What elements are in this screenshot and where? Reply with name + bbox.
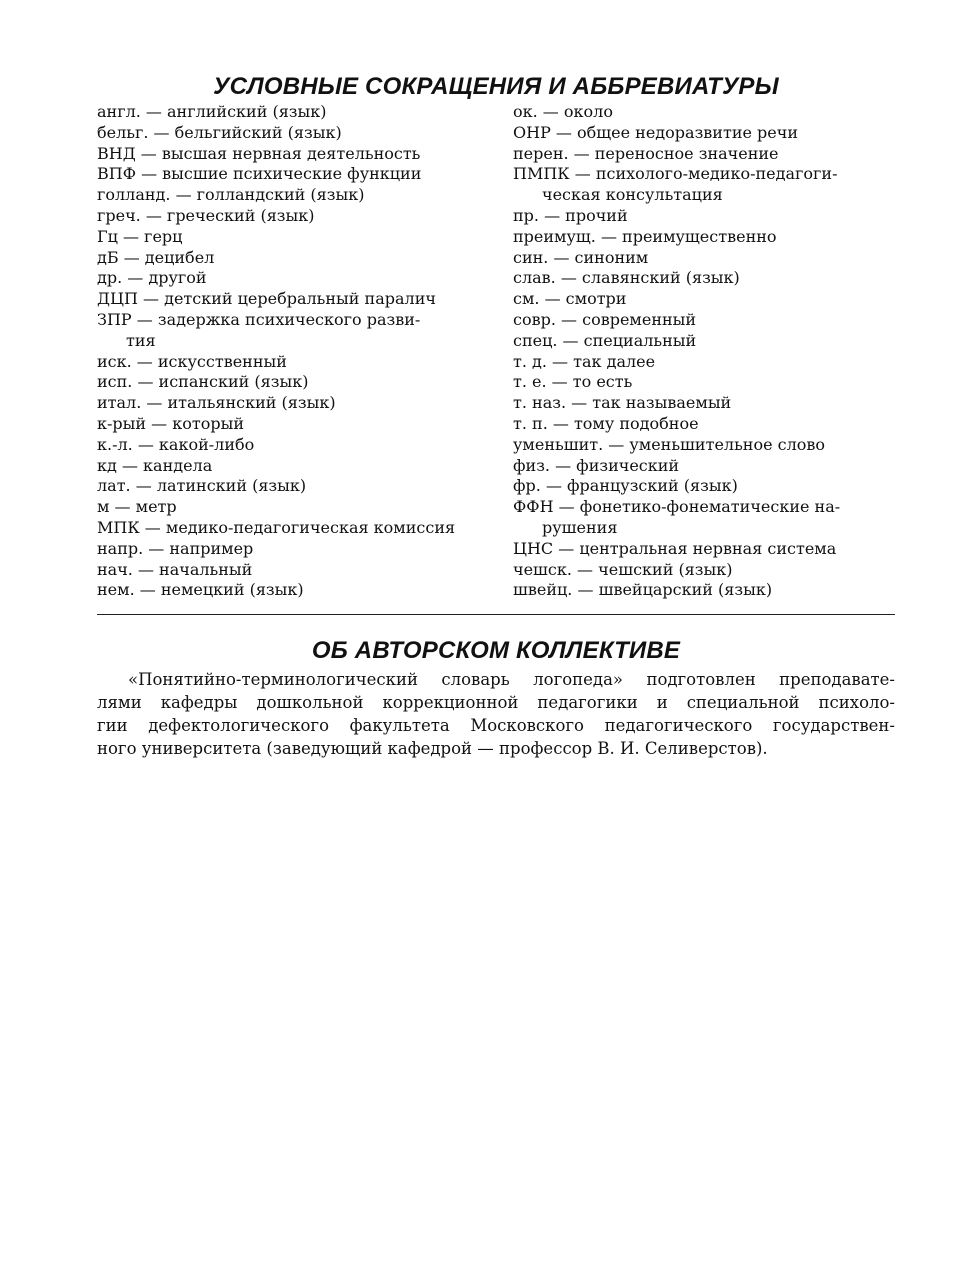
abbreviation-entry — [97, 560, 492, 581]
abbreviation-text: итал. — итальянский (язык) — [97, 393, 336, 413]
authors-paragraph-line: ного университета (заведующий кафедрой — профессор В. И. Селиверстов). — [97, 739, 768, 759]
abbreviations-left-column — [97, 102, 492, 601]
abbreviation-text: лат. — латинский (язык) — [97, 476, 307, 496]
abbreviation-text: чешск. — чешский (язык) — [513, 559, 733, 579]
abbreviation-text: преимущ. — преимущественно — [513, 226, 777, 246]
abbreviation-entry — [97, 456, 492, 477]
abbreviation-entry — [97, 539, 492, 560]
abbreviation-text: т. е. — то есть — [513, 372, 633, 392]
abbreviation-text-continuation: рушения — [542, 517, 618, 537]
abbreviation-entry — [513, 331, 895, 352]
abbreviation-entry — [513, 372, 895, 393]
abbreviation-text: т. наз. — так называемый — [513, 393, 732, 413]
abbreviation-entry — [513, 310, 895, 331]
abbreviation-text: ок. — около — [513, 102, 613, 121]
abbreviation-text: ВНД — высшая нервная деятельность — [97, 143, 421, 163]
abbreviation-text: т. п. — тому подобное — [513, 413, 699, 433]
abbreviation-text: уменьшит. — уменьшительное слово — [513, 434, 826, 454]
abbreviation-text: МПК — медико-педагогическая комиссия — [97, 517, 456, 537]
abbreviation-entry — [97, 144, 492, 165]
abbreviation-text: к-рый — который — [97, 413, 244, 433]
abbreviation-text: голланд. — голландский (язык) — [97, 185, 365, 205]
abbreviation-entry — [97, 414, 492, 435]
abbreviations-columns — [97, 102, 895, 601]
abbreviation-text: пр. — прочий — [513, 205, 628, 225]
abbreviation-text: нем. — немецкий (язык) — [97, 580, 304, 600]
abbreviation-entry — [97, 164, 492, 185]
abbreviation-entry — [513, 206, 895, 227]
abbreviation-entry — [513, 435, 895, 456]
abbreviation-entry — [513, 476, 895, 497]
abbreviation-entry — [97, 310, 492, 352]
abbreviation-text: ОНР — общее недоразвитие речи — [513, 122, 798, 142]
abbreviation-entry — [97, 248, 492, 269]
abbreviation-entry — [513, 123, 895, 144]
abbreviation-text: дБ — децибел — [97, 247, 215, 267]
abbreviation-entry — [513, 539, 895, 560]
authors-paragraph-line: «Понятийно-терминологический словарь логопеда» подготовлен преподавате- — [128, 670, 895, 690]
abbreviation-text: ВПФ — высшие психические функции — [97, 164, 422, 184]
abbreviation-text: бельг. — бельгийский (язык) — [97, 122, 342, 142]
abbreviation-text: Гц — герц — [97, 226, 183, 246]
abbreviation-entry — [97, 123, 492, 144]
abbreviation-entry — [97, 185, 492, 206]
abbreviation-entry — [513, 144, 895, 165]
abbreviation-text: нач. — начальный — [97, 559, 253, 579]
abbreviation-text: кд — кандела — [97, 455, 213, 475]
abbreviation-text: исп. — испанский (язык) — [97, 372, 309, 392]
abbreviation-text: фр. — французский (язык) — [513, 476, 738, 496]
abbreviation-text: иск. — искусственный — [97, 351, 287, 371]
abbreviation-entry — [97, 289, 492, 310]
abbreviation-text: ЗПР — задержка психического разви- — [97, 309, 421, 329]
abbreviation-text-continuation: тия — [126, 330, 156, 350]
abbreviation-entry — [513, 414, 895, 435]
abbreviation-text: т. д. — так далее — [513, 351, 656, 371]
abbreviation-entry — [513, 248, 895, 269]
abbreviation-entry — [513, 560, 895, 581]
abbreviation-text: слав. — славянский (язык) — [513, 268, 740, 288]
abbreviation-entry — [97, 352, 492, 373]
abbreviation-text: швейц. — швейцарский (язык) — [513, 580, 773, 600]
abbreviation-entry — [97, 435, 492, 456]
authors-title: ОБ АВТОРСКОМ КОЛЛЕКТИВЕ — [311, 637, 681, 665]
abbreviation-text: напр. — например — [97, 538, 254, 558]
abbreviation-entry — [513, 456, 895, 477]
abbreviation-entry — [513, 580, 895, 601]
authors-paragraph-line: лями кафедры дошкольной коррекционной педагогики и специальной психоло- — [97, 693, 895, 713]
authors-paragraph — [97, 668, 895, 760]
abbreviation-text: др. — другой — [97, 268, 207, 288]
abbreviation-text: ЦНС — центральная нервная система — [513, 538, 837, 558]
abbreviation-entry — [513, 352, 895, 373]
abbreviation-text: совр. — современный — [513, 309, 697, 329]
abbreviation-entry — [97, 518, 492, 539]
abbreviation-entry — [513, 268, 895, 289]
abbreviations-title: УСЛОВНЫЕ СОКРАЩЕНИЯ И АББРЕВИАТУРЫ — [213, 73, 779, 100]
abbreviation-entry — [513, 102, 895, 123]
abbreviation-text: физ. — физический — [513, 455, 680, 475]
abbreviation-text: англ. — английский (язык) — [97, 102, 327, 121]
abbreviation-text: греч. — греческий (язык) — [97, 205, 315, 225]
abbreviation-text: см. — смотри — [513, 289, 627, 309]
abbreviation-text: син. — синоним — [513, 247, 649, 267]
abbreviation-entry — [97, 227, 492, 248]
abbreviation-text: ДЦП — детский церебральный паралич — [97, 289, 436, 309]
abbreviation-entry — [513, 393, 895, 414]
section-divider — [97, 614, 895, 615]
abbreviation-text: перен. — переносное значение — [513, 143, 779, 163]
authors-paragraph-line: гии дефектологического факультета Московского педагогического государствен- — [97, 716, 895, 736]
abbreviation-entry — [97, 372, 492, 393]
abbreviation-entry — [513, 497, 895, 539]
abbreviation-entry — [97, 580, 492, 601]
abbreviation-entry — [97, 102, 492, 123]
abbreviation-entry — [97, 393, 492, 414]
abbreviation-text: спец. — специальный — [513, 330, 697, 350]
abbreviation-entry — [97, 476, 492, 497]
abbreviation-entry — [513, 289, 895, 310]
abbreviation-text: ПМПК — психолого-медико-педагоги- — [513, 164, 838, 184]
page — [97, 70, 895, 760]
abbreviation-text-continuation: ческая консультация — [542, 185, 723, 205]
abbreviation-entry — [513, 164, 895, 206]
abbreviations-right-column — [513, 102, 895, 601]
abbreviation-text: к.-л. — какой-либо — [97, 434, 255, 454]
abbreviation-entry — [97, 268, 492, 289]
abbreviation-entry — [97, 497, 492, 518]
abbreviation-text: м — метр — [97, 497, 177, 517]
abbreviation-text: ФФН — фонетико-фонематические на- — [513, 497, 841, 517]
abbreviation-entry — [97, 206, 492, 227]
abbreviation-entry — [513, 227, 895, 248]
